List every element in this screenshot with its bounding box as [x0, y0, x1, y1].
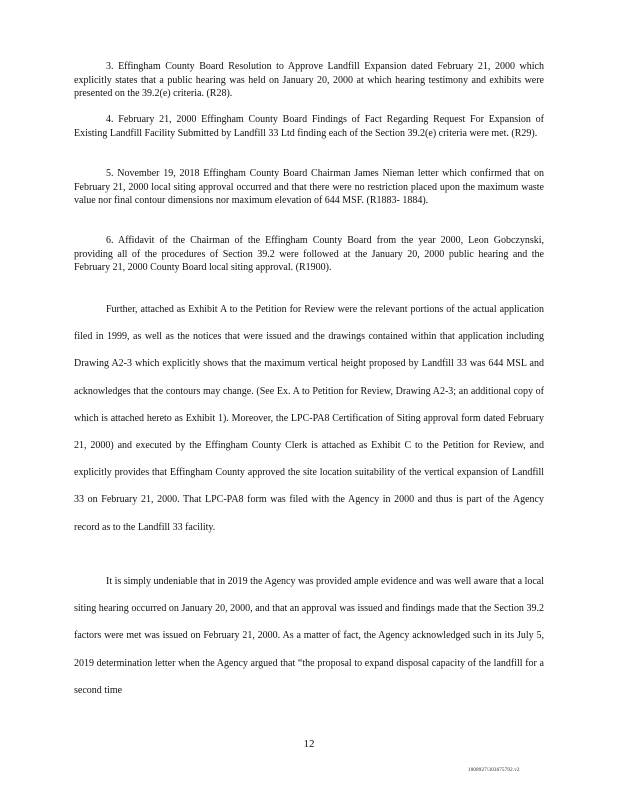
- body-paragraph-agency-evidence: It is simply undeniable that in 2019 the Agency was provided ample evidence and was well aware that a local siting hearing occurred on January 20, 2000, and that an approval was issued and findings made that the Section 39.2 factors were met was issued on February 21, 2000. As a matter of fact, the Agency acknowledged such in its July 5, 2019 determination letter when the Agency argued that “the proposal to expand disposal capacity of the landfill for a second time: [74, 576, 544, 696]
- document-id: 1008927\303675792.v2: [468, 768, 520, 773]
- exhibit-item-4: 4. February 21, 2000 Effingham County Board Findings of Fact Regarding Request For Expansion of Existing Landfill Facility Submitted by Landfill 33 Ltd finding each of the Section 39.2(e) criteria were met. (R29).: [74, 114, 544, 139]
- body-paragraph-exhibit-a: Further, attached as Exhibit A to the Petition for Review were the relevant portions of the actual application filed in 1999, as well as the notices that were issued and the drawings contained within that application including Drawing A2-3 which explicitly shows that the maximum vertical height proposed by Landfill 33 was 644 MSL and acknowledges that the contours may change. (See Ex. A to Petition for Review, Drawing A2-3; an additional copy of which is attached hereto as Exhibit 1). Moreover, the LPC-PA8 Certification of Siting approval form dated February 21, 2000) and executed by the Effingham County Clerk is attached as Exhibit C to the Petition for Review, and explicitly provides that Effingham County approved the site location suitability of the vertical expansion of Landfill 33 on February 21, 2000. That LPC-PA8 form was filed with the Agency in 2000 and thus is part of the Agency record as to the Landfill 33 facility.: [74, 304, 544, 533]
- page-number: 12: [303, 738, 315, 750]
- exhibit-item-6: 6. Affidavit of the Chairman of the Effingham County Board from the year 2000, Leon Gobczynski, providing all of the procedures of Section 39.2 were followed at the January 20, 2000 public hearing and the February 21, 2000 County Board local siting approval. (R1900).: [74, 235, 544, 273]
- exhibit-item-5: 5. November 19, 2018 Effingham County Board Chairman James Nieman letter which confirmed that on February 21, 2000 local siting approval occurred and that there were no restriction placed upon the maximum waste value nor final contour dimensions nor maximum elevation of 644 MSF. (R1883- 1884).: [74, 168, 544, 206]
- exhibit-item-3: 3. Effingham County Board Resolution to Approve Landfill Expansion dated February 21, 2000 which explicitly states that a public hearing was held on January 20, 2000 at which hearing testimony and exhibits were presented on the 39.2(e) criteria. (R28).: [74, 61, 544, 99]
